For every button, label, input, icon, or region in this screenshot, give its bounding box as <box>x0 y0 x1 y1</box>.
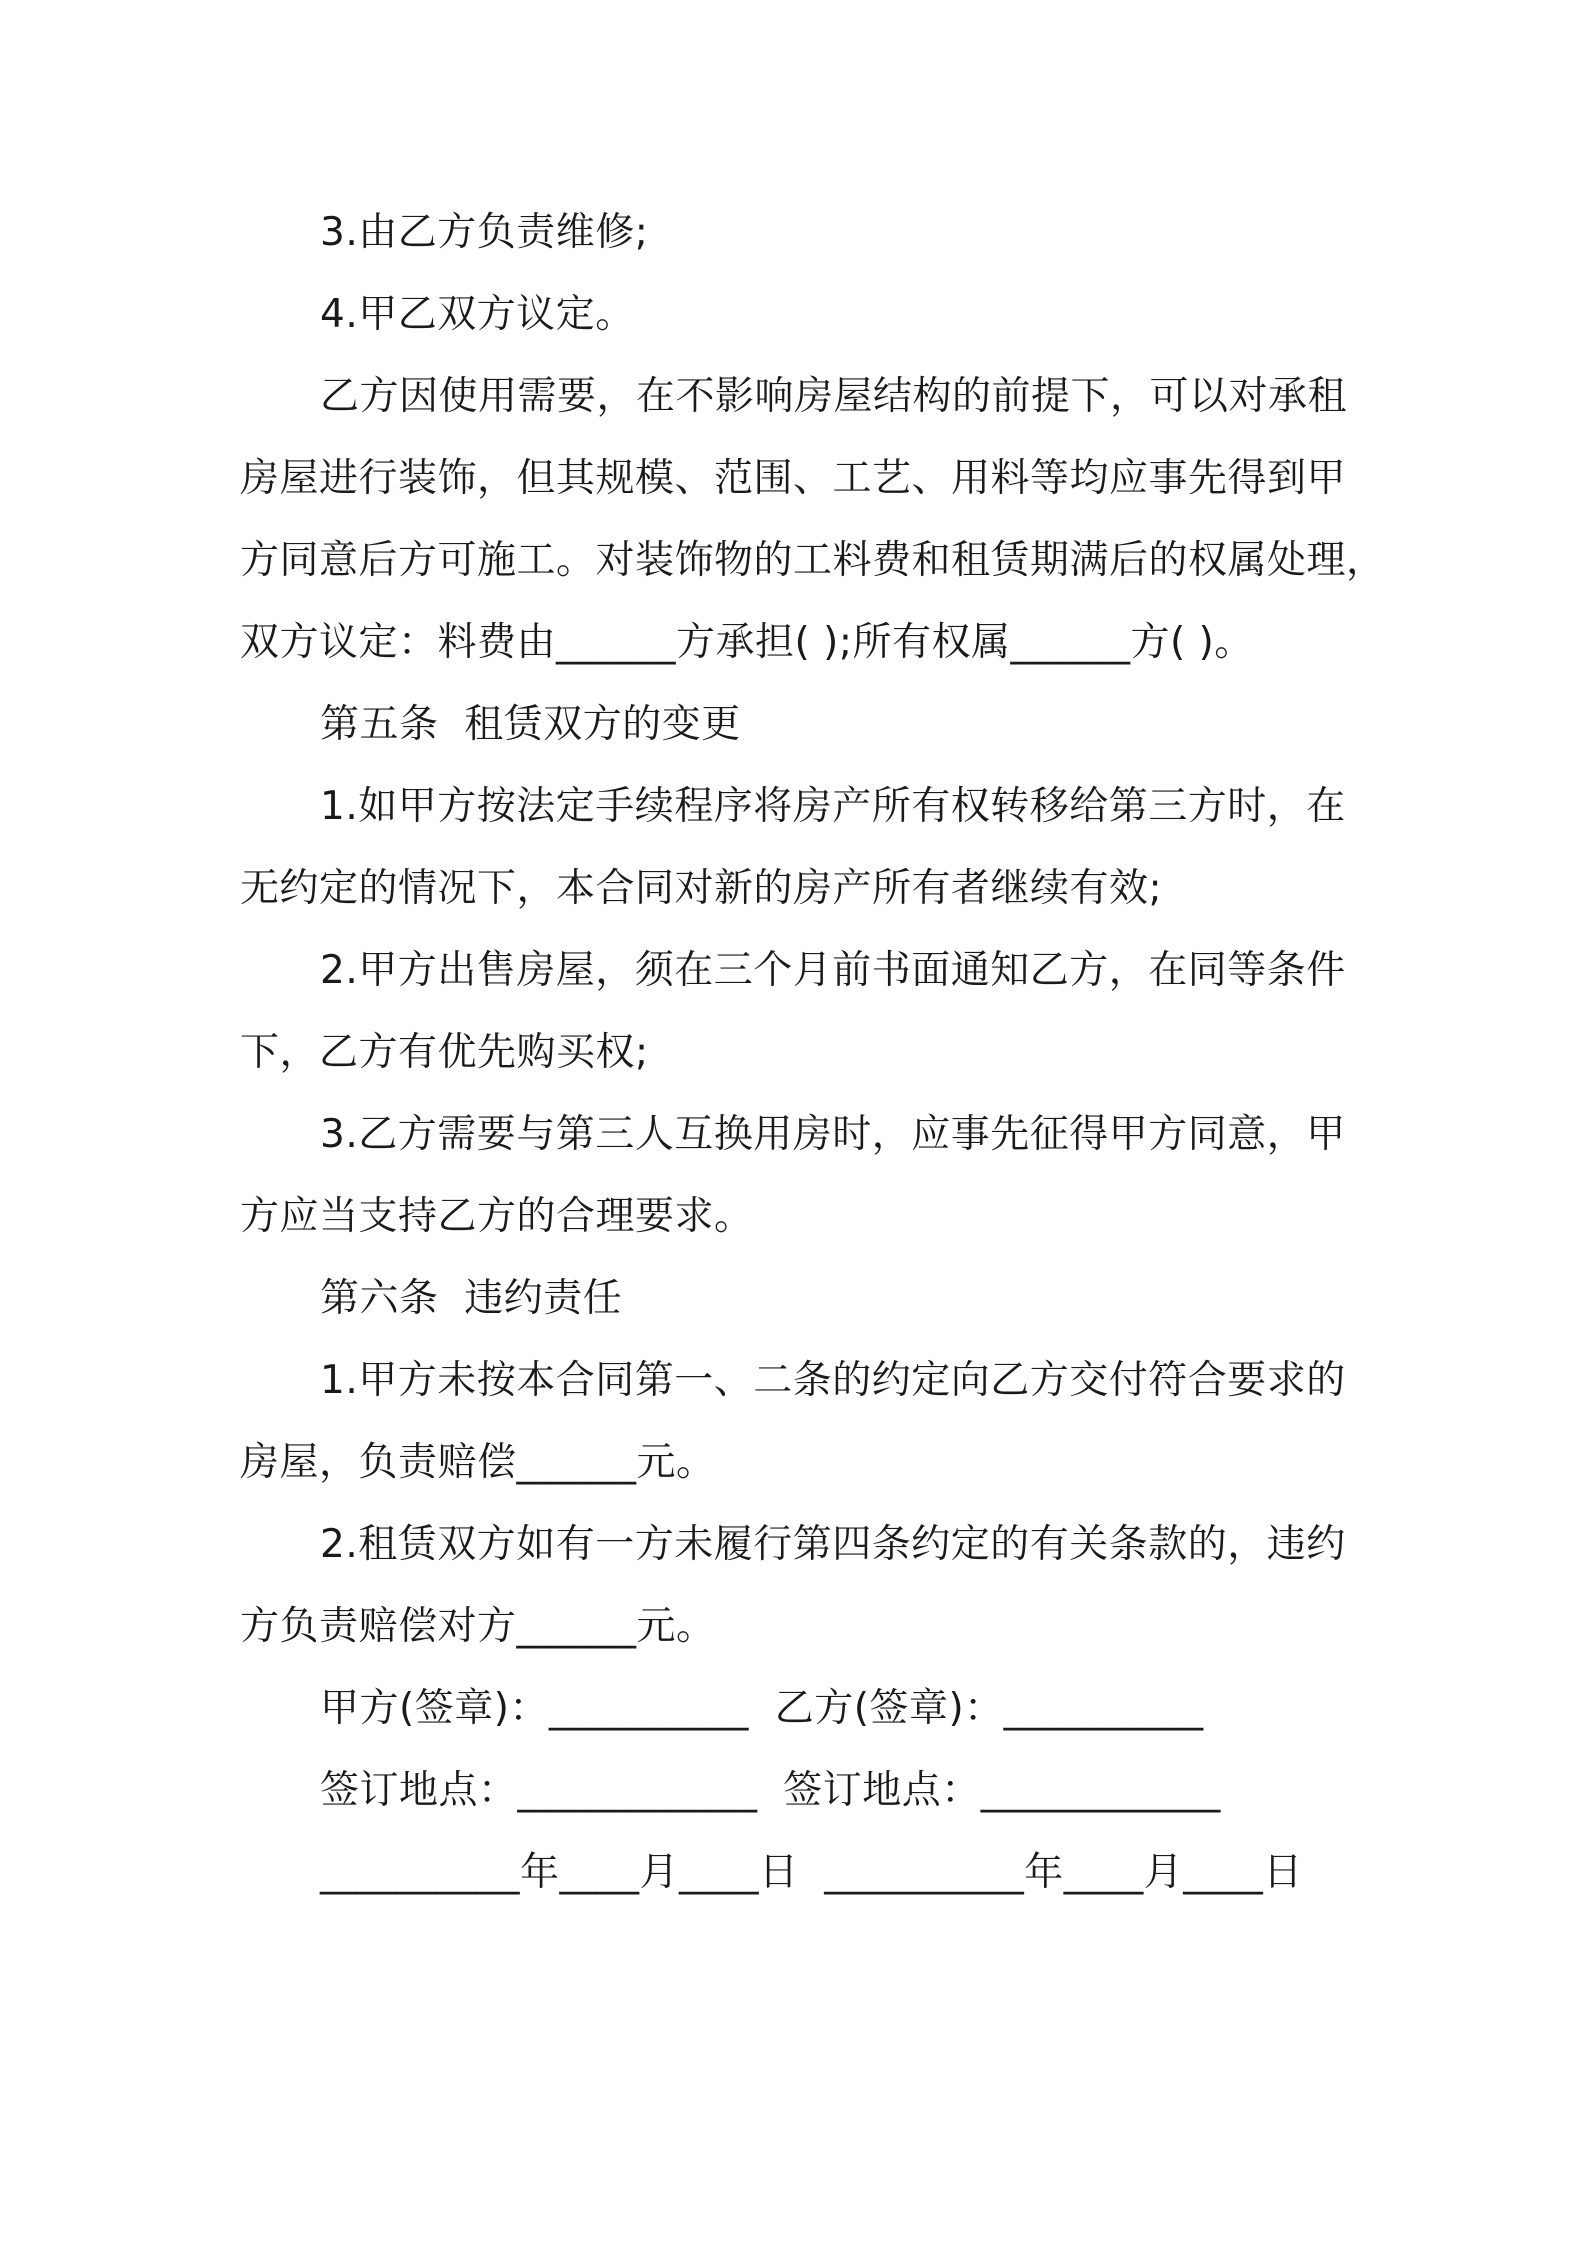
clause-3-repair: 3.由乙方负责维修; <box>320 210 649 255</box>
signing-date-line: __________年____月____日 __________年____月____日 <box>320 1850 1303 1895</box>
article-5-item-1-line-2: 无约定的情况下，本合同对新的房产所有者继续有效; <box>240 866 1163 911</box>
article-6-item-1-line-2: 房屋，负责赔偿______元。 <box>240 1440 716 1485</box>
clause-4-agreement: 4.甲乙双方议定。 <box>320 292 635 337</box>
article-6-item-1-line-1: 1.甲方未按本合同第一、二条的约定向乙方交付符合要求的 <box>320 1358 1346 1403</box>
article-5-heading: 第五条 租赁双方的变更 <box>320 702 741 747</box>
signing-location-line: 签订地点：____________ 签订地点：____________ <box>320 1768 1221 1813</box>
article-5-item-3-line-1: 3.乙方需要与第三人互换用房时，应事先征得甲方同意，甲 <box>320 1112 1346 1157</box>
article-5-item-2-line-2: 下，乙方有优先购买权; <box>240 1030 649 1075</box>
decoration-paragraph-line-4: 双方议定：料费由______方承担( );所有权属______方( )。 <box>240 620 1254 665</box>
document-page <box>240 192 1386 1914</box>
article-6-heading: 第六条 违约责任 <box>320 1276 623 1321</box>
article-6-item-2-line-1: 2.租赁双方如有一方未履行第四条约定的有关条款的，违约 <box>320 1522 1346 1567</box>
article-5-item-2-line-1: 2.甲方出售房屋，须在三个月前书面通知乙方，在同等条件 <box>320 948 1346 993</box>
decoration-paragraph-line-3: 方同意后方可施工。对装饰物的工料费和租赁期满后的权属处理， <box>240 538 1386 583</box>
decoration-paragraph-line-2: 房屋进行装饰，但其规模、范围、工艺、用料等均应事先得到甲 <box>240 456 1347 501</box>
article-5-item-1-line-1: 1.如甲方按法定手续程序将房产所有权转移给第三方时，在 <box>320 784 1346 829</box>
article-5-item-3-line-2: 方应当支持乙方的合理要求。 <box>240 1194 754 1239</box>
article-6-item-2-line-2: 方负责赔偿对方______元。 <box>240 1604 716 1649</box>
signature-line: 甲方(签章)：__________ 乙方(签章)：__________ <box>320 1686 1204 1731</box>
decoration-paragraph-line-1: 乙方因使用需要，在不影响房屋结构的前提下，可以对承租 <box>320 374 1348 419</box>
